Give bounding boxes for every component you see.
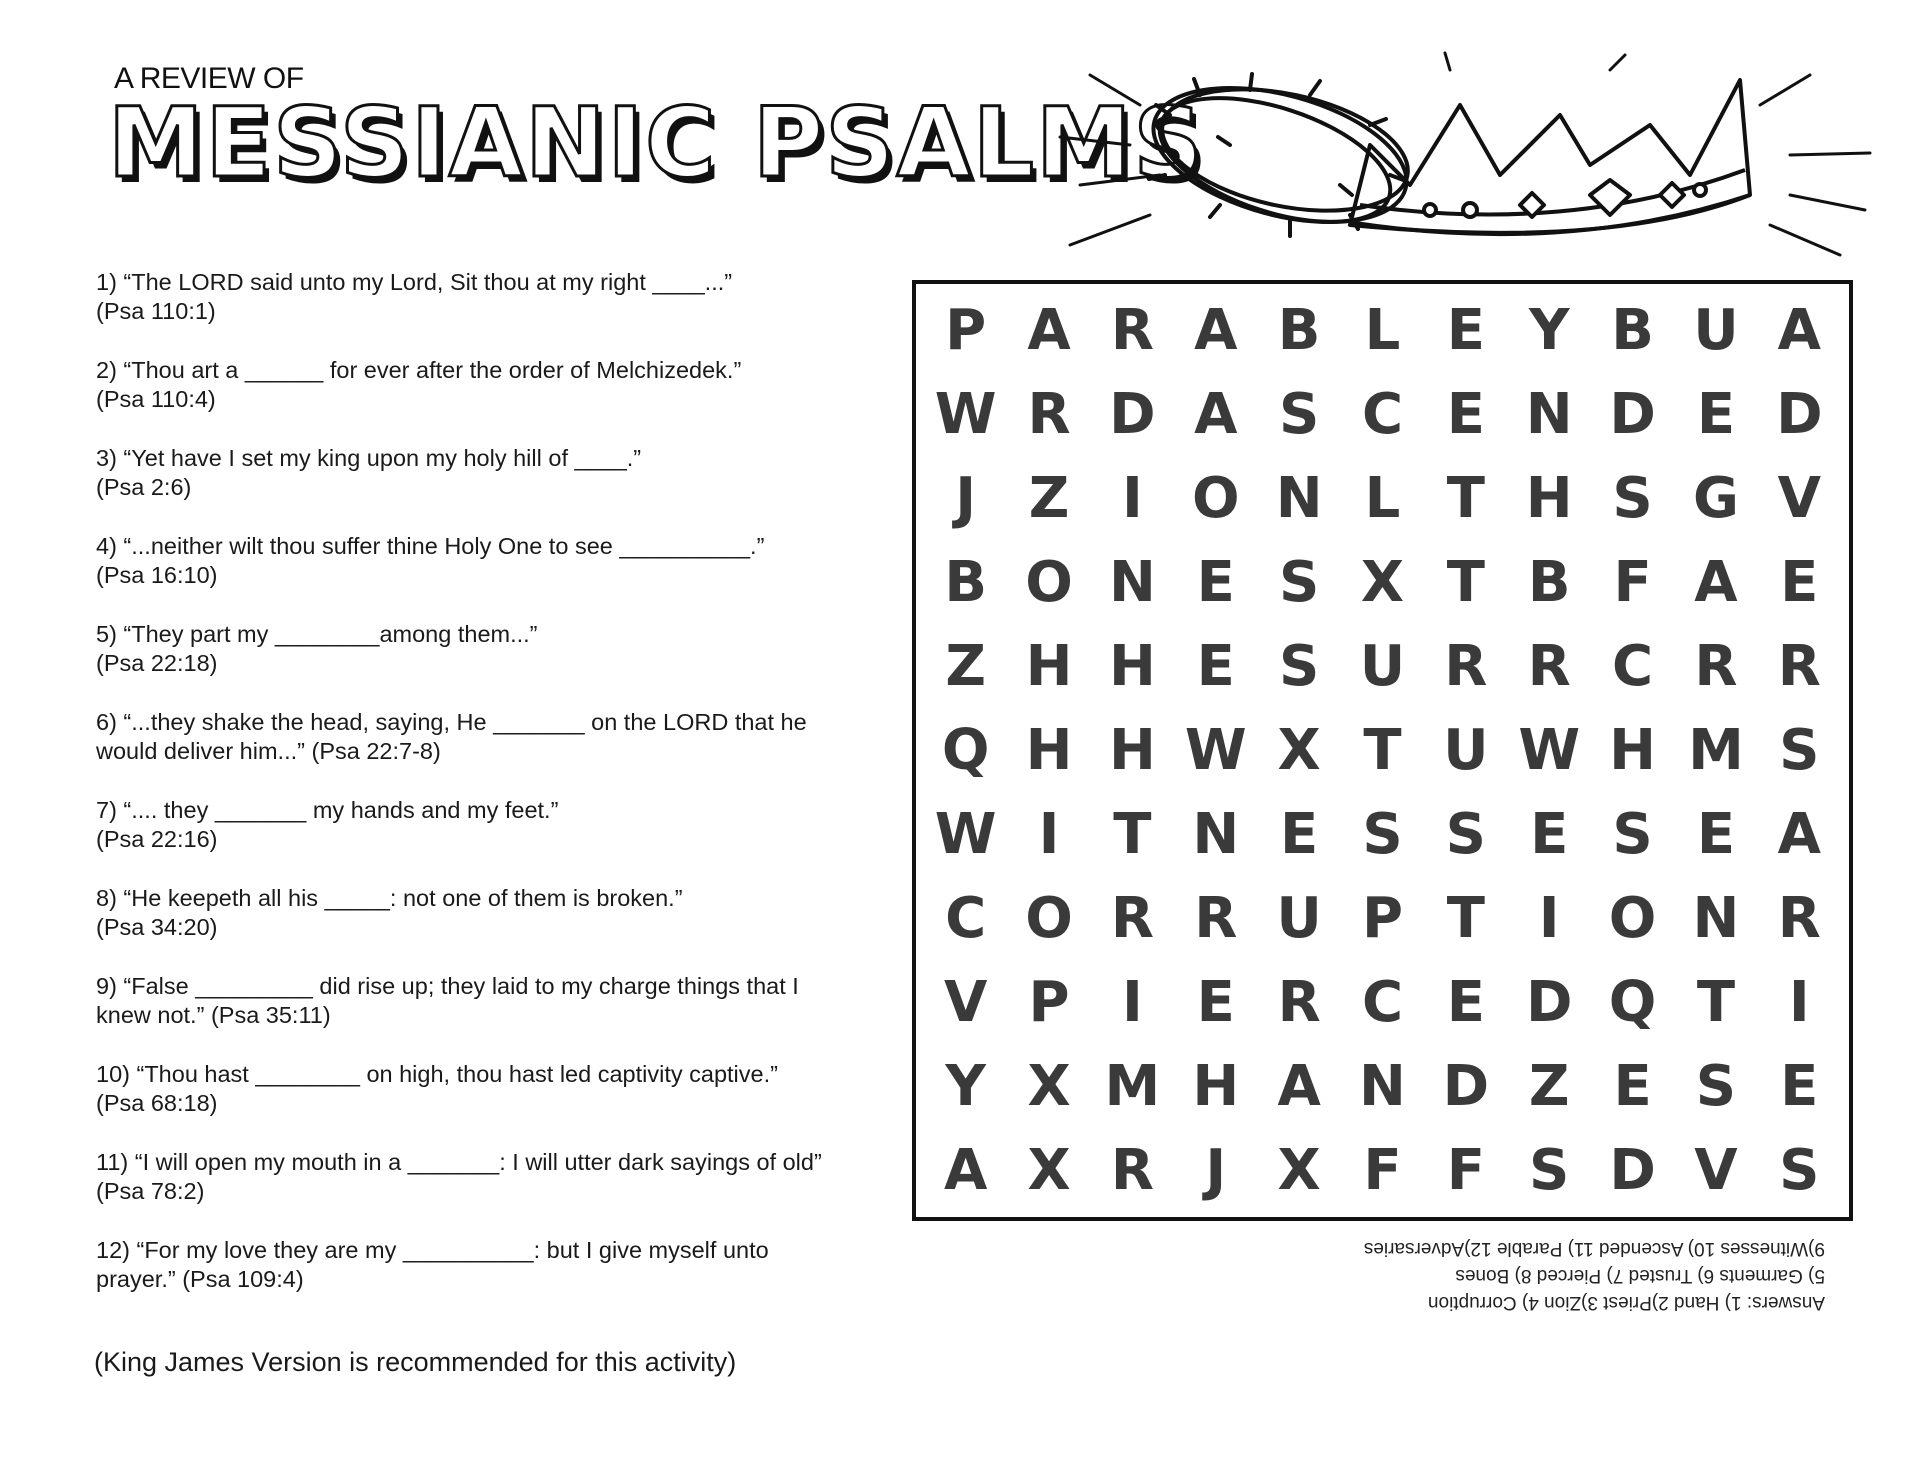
grid-letter[interactable]: P xyxy=(945,297,987,363)
grid-letter[interactable]: G xyxy=(1692,465,1739,531)
grid-letter[interactable]: S xyxy=(1278,633,1320,699)
grid-letter[interactable]: N xyxy=(1359,1054,1406,1120)
question-2: 2) “Thou art a ______ for ever after the order of Melchizedek.” (Psa 110:4) xyxy=(96,357,742,412)
grid-letter[interactable]: Z xyxy=(1528,1054,1570,1120)
grid-letter[interactable]: L xyxy=(1364,465,1401,531)
grid-letter[interactable]: A xyxy=(1194,381,1238,447)
grid-letter[interactable]: O xyxy=(1025,549,1073,615)
grid-letter[interactable]: E xyxy=(1780,1054,1819,1120)
grid-letter[interactable]: S xyxy=(1278,381,1320,447)
question-1: 1) “The LORD said unto my Lord, Sit thou at my right ____...” (Psa 110:1) xyxy=(96,269,733,324)
page-subtitle: A REVIEW OF xyxy=(114,62,304,95)
grid-letter[interactable]: A xyxy=(944,1138,988,1204)
grid-letter[interactable]: A xyxy=(1777,802,1821,868)
answer-key xyxy=(1305,1235,1825,1316)
grid-letter[interactable]: F xyxy=(1446,1138,1485,1204)
grid-letter[interactable]: V xyxy=(944,970,988,1036)
grid-letter[interactable]: D xyxy=(1609,381,1656,447)
grid-letter[interactable]: I xyxy=(1038,802,1060,868)
grid-letter[interactable]: V xyxy=(1694,1138,1738,1204)
grid-letter[interactable]: S xyxy=(1445,802,1487,868)
question-7: 7) “.... they _______ my hands and my feet.” (Psa 22:16) xyxy=(96,797,559,852)
grid-letter[interactable]: Y xyxy=(1528,297,1570,363)
version-note: (King James Version is recommended for this activity) xyxy=(94,1347,737,1377)
question-8: 8) “He keepeth all his _____: not one of them is broken.” (Psa 34:20) xyxy=(96,885,683,940)
grid-letter[interactable]: U xyxy=(1693,297,1739,363)
grid-letter[interactable]: E xyxy=(1530,802,1569,868)
grid-letter[interactable]: T xyxy=(1446,465,1485,531)
grid-letter[interactable]: C xyxy=(1361,970,1404,1036)
grid-letter[interactable]: S xyxy=(1529,1138,1570,1204)
grid-letter[interactable]: D xyxy=(1609,1138,1656,1204)
grid-letter[interactable]: N xyxy=(1192,802,1240,868)
grid-letter[interactable]: X xyxy=(1277,717,1321,783)
grid-letter[interactable]: C xyxy=(945,886,987,952)
grid-letter[interactable]: X xyxy=(1027,1138,1071,1204)
answer-line: 5) Garments 6) Trusted 7) Pierced 8) Bones xyxy=(1455,1265,1825,1286)
grid-letter[interactable]: R xyxy=(1194,886,1238,952)
grid-letter[interactable]: Q xyxy=(941,717,990,783)
grid-letter[interactable]: A xyxy=(1694,549,1738,615)
grid-letter[interactable]: H xyxy=(1025,717,1073,783)
grid-letter[interactable]: R xyxy=(1777,886,1821,952)
grid-letter[interactable]: U xyxy=(1443,717,1489,783)
grid-letter[interactable]: E xyxy=(1196,633,1235,699)
crowns-illustration xyxy=(1050,45,1880,285)
grid-letter[interactable]: F xyxy=(1363,1138,1402,1204)
grid-letter[interactable]: N xyxy=(1275,465,1323,531)
grid-letter[interactable]: I xyxy=(1788,970,1810,1036)
grid-letter[interactable]: O xyxy=(1608,886,1657,952)
grid-letter[interactable]: X xyxy=(1277,1138,1321,1204)
grid-letter[interactable]: H xyxy=(1192,1054,1240,1120)
grid-letter[interactable]: E xyxy=(1446,297,1485,363)
grid-letter[interactable]: S xyxy=(1612,465,1653,531)
grid-letter[interactable]: V xyxy=(1777,465,1821,531)
grid-letter[interactable]: X xyxy=(1027,1054,1071,1120)
grid-letter[interactable]: R xyxy=(1110,1138,1154,1204)
grid-letter[interactable]: R xyxy=(1027,381,1071,447)
grid-letter[interactable]: C xyxy=(1361,381,1404,447)
grid-letter[interactable]: R xyxy=(1527,633,1571,699)
grid-letter[interactable]: M xyxy=(1104,1054,1161,1120)
grid-letter[interactable]: R xyxy=(1444,633,1488,699)
grid-letter[interactable]: R xyxy=(1110,297,1154,363)
question-3: 3) “Yet have I set my king upon my holy hill of ____.” (Psa 2:6) xyxy=(96,445,642,500)
page-title: MESSIANIC PSALMS xyxy=(108,87,1205,199)
grid-letter[interactable]: S xyxy=(1612,802,1653,868)
grid-letter[interactable]: T xyxy=(1446,886,1485,952)
grid-letter[interactable]: I xyxy=(1121,970,1143,1036)
grid-letter[interactable]: P xyxy=(1028,970,1070,1036)
grid-letter[interactable]: S xyxy=(1278,549,1320,615)
word-search-grid xyxy=(912,280,1853,1221)
grid-letter[interactable]: E xyxy=(1196,549,1235,615)
grid-letter[interactable]: E xyxy=(1196,970,1235,1036)
grid-letter[interactable]: B xyxy=(1611,297,1654,363)
grid-letter[interactable]: L xyxy=(1364,297,1401,363)
grid-letter[interactable]: E xyxy=(1780,549,1819,615)
royal-crown-icon xyxy=(1350,80,1750,234)
grid-letter[interactable]: N xyxy=(1108,549,1156,615)
grid-letter[interactable]: R xyxy=(1277,970,1321,1036)
grid-letter[interactable]: R xyxy=(1777,633,1821,699)
grid-letter[interactable]: Z xyxy=(1028,465,1070,531)
grid-letter[interactable]: D xyxy=(1776,381,1823,447)
grid-letter[interactable]: F xyxy=(1613,549,1652,615)
grid-letter[interactable]: C xyxy=(1612,633,1654,699)
grid-letter[interactable]: A xyxy=(1777,297,1821,363)
grid-letter[interactable]: S xyxy=(1695,1054,1737,1120)
grid-letter[interactable]: S xyxy=(1779,1138,1820,1204)
grid-letter[interactable]: H xyxy=(1108,633,1156,699)
grid-letter[interactable]: S xyxy=(1362,802,1403,868)
grid-letter[interactable]: W xyxy=(934,802,997,868)
grid-letter[interactable]: W xyxy=(934,381,997,447)
grid-letter[interactable]: B xyxy=(944,549,988,615)
grid-letter[interactable]: W xyxy=(1518,717,1581,783)
grid-letter[interactable]: U xyxy=(1359,633,1406,699)
grid-letter[interactable]: H xyxy=(1609,717,1657,783)
grid-letter[interactable]: N xyxy=(1692,886,1740,952)
grid-letter[interactable]: I xyxy=(1121,465,1143,531)
grid-letter[interactable]: W xyxy=(1184,717,1247,783)
answer-line: 9)Witnesses 10) Ascended 11) Parable 12)Adversaries xyxy=(1363,1238,1825,1259)
grid-letter[interactable]: A xyxy=(1194,297,1238,363)
grid-letter[interactable]: R xyxy=(1110,886,1154,952)
question-11: 11) “I will open my mouth in a _______: I will utter dark sayings of old” (Psa 78:2) xyxy=(96,1149,822,1204)
grid-letter[interactable]: T xyxy=(1363,717,1402,783)
grid-letter[interactable]: Y xyxy=(945,1054,986,1120)
answer-line: Answers: 1) Hand 2)Priest 3)Zion 4) Corruption xyxy=(1427,1292,1825,1313)
grid-letter[interactable]: R xyxy=(1694,633,1738,699)
grid-letter[interactable]: J xyxy=(1205,1138,1227,1204)
grid-letter[interactable]: I xyxy=(1538,886,1560,952)
grid-letter[interactable]: A xyxy=(1027,297,1071,363)
grid-letter[interactable]: E xyxy=(1613,1054,1652,1120)
grid-letter[interactable]: Z xyxy=(945,633,986,699)
grid-letter[interactable]: H xyxy=(1025,633,1073,699)
grid-letter[interactable]: H xyxy=(1525,465,1573,531)
grid-letter[interactable]: N xyxy=(1525,381,1573,447)
grid-letter[interactable]: D xyxy=(1442,1054,1490,1120)
grid-letter[interactable]: E xyxy=(1280,802,1319,868)
question-12: 12) “For my love they are my __________: but I give myself unto prayer.” (Psa 109:4) xyxy=(96,1237,769,1292)
question-9: 9) “False _________ did rise up; they laid to my charge things that I knew not.” (Psa 35:11) xyxy=(96,973,799,1028)
question-4: 4) “...neither wilt thou suffer thine Holy One to see __________.” (Psa 16:10) xyxy=(96,533,765,588)
grid-letter[interactable]: O xyxy=(1025,886,1073,952)
question-list xyxy=(96,268,876,1324)
grid-letter[interactable]: J xyxy=(955,465,977,531)
grid-letter[interactable]: P xyxy=(1361,886,1404,952)
grid-letter[interactable]: E xyxy=(1696,802,1736,868)
grid-letter[interactable]: B xyxy=(1277,297,1321,363)
grid-letter[interactable]: T xyxy=(1696,970,1736,1036)
grid-letter[interactable]: U xyxy=(1276,886,1322,952)
grid-letter[interactable]: S xyxy=(1779,717,1820,783)
grid-letter[interactable]: D xyxy=(1525,970,1573,1036)
question-6: 6) “...they shake the head, saying, He _______ on the LORD that he would deliver him...” (Psa 22:7-8) xyxy=(96,709,807,764)
grid-letter[interactable]: T xyxy=(1446,549,1485,615)
grid-letter[interactable]: B xyxy=(1527,549,1571,615)
question-10: 10) “Thou hast ________ on high, thou hast led captivity captive.” (Psa 68:18) xyxy=(96,1061,778,1116)
grid-letter[interactable]: E xyxy=(1696,381,1736,447)
grid-letter[interactable]: H xyxy=(1108,717,1156,783)
grid-letter[interactable]: E xyxy=(1446,381,1485,447)
grid-letter[interactable]: D xyxy=(1109,381,1156,447)
grid-letter[interactable]: X xyxy=(1360,549,1405,615)
grid-letter[interactable]: A xyxy=(1277,1054,1321,1120)
grid-letter[interactable]: E xyxy=(1446,970,1485,1036)
question-5: 5) “They part my ________among them...” (Psa 22:18) xyxy=(96,621,538,676)
grid-letter[interactable]: Q xyxy=(1608,970,1657,1036)
grid-letter[interactable]: M xyxy=(1688,717,1744,783)
grid-letter[interactable]: O xyxy=(1191,465,1240,531)
grid-letter[interactable]: T xyxy=(1113,802,1152,868)
